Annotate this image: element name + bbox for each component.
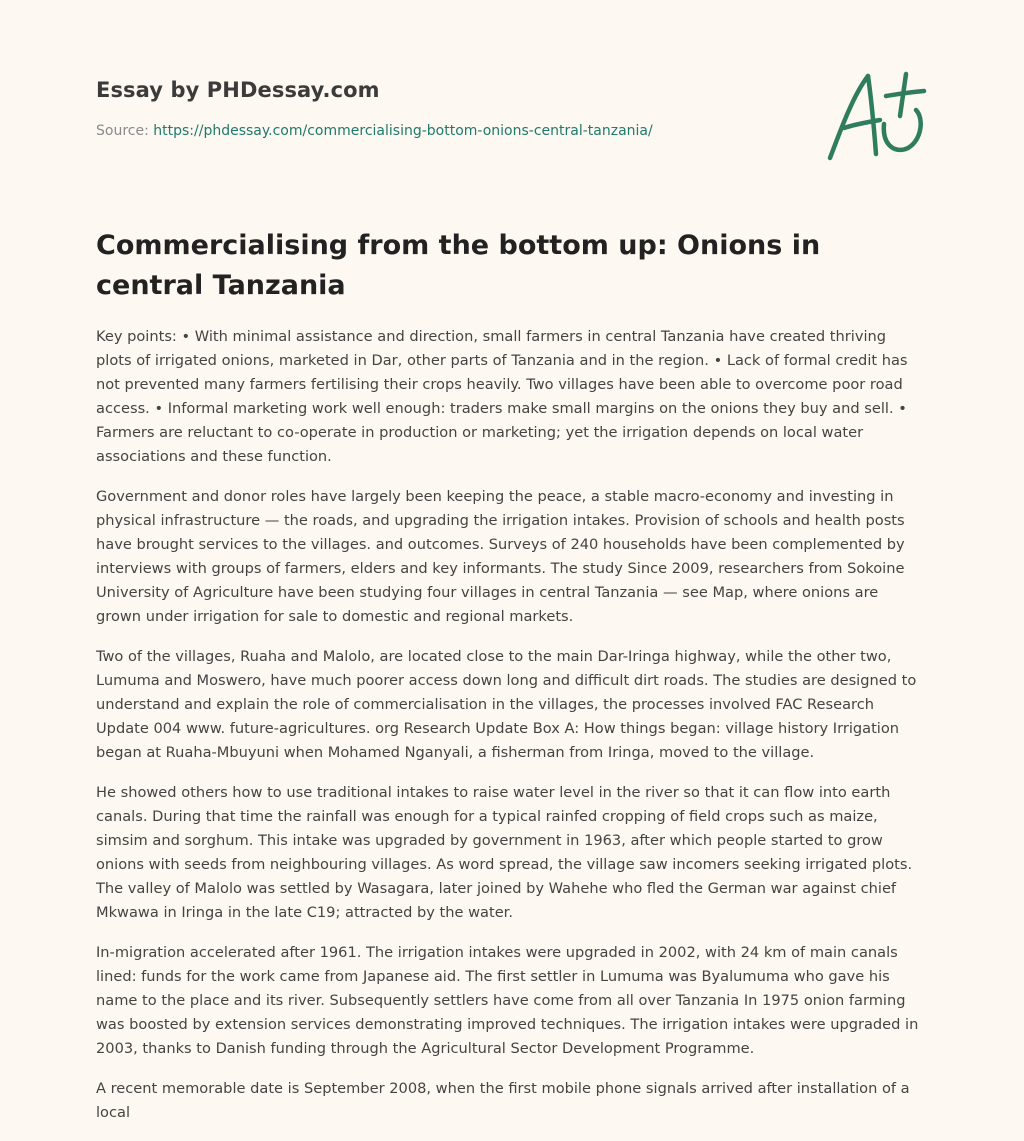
article-paragraph: A recent memorable date is September 2008, when the first mobile phone signals arrived after installation of a local [96, 1080, 910, 1121]
article-paragraph: In-migration accelerated after 1961. The irrigation intakes were upgraded in 2002, with 24 km of main canals lined: funds for the work came from Japanese aid. The first settler in Lumuma was Byalumuma who gave his name to the place and its river. Subsequently settlers have come from all over Tanzania In 1975 onion farming was boosted by extension services demonstrating improved techniques. The irrigation intakes were upgraded in 2003, thanks to Danish funding through the Agricultural Sector Development Programme. [96, 944, 919, 1057]
article-paragraph: Two of the villages, Ruaha and Malolo, are located close to the main Dar-Iringa highway, while the other two, Lumuma and Moswero, have much poorer access down long and difficult dirt roads. The studies are designed to understand and explain the role of commercialisation in the villages, the processes involved FAC Research Update 004 www. future-agricultures. org Research Update Box A: How things began: village history Irrigation began at Ruaha-Mbuyuni when Mohamed Nganyali, a fisherman from Iringa, moved to the village. [96, 648, 917, 761]
a-plus-logo-icon [824, 66, 928, 166]
source-link[interactable]: https://phdessay.com/commercialising-bottom-onions-central-tanzania/ [153, 123, 653, 139]
article-paragraph: He showed others how to use traditional intakes to raise water level in the river so that it can flow into earth canals. During that time the rainfall was enough for a typical rainfed cropping of field crops such as maize, simsim and sorghum. This intake was upgraded by government in 1963, after which people started to grow onions with seeds from neighbouring villages. As word spread, the village saw incomers seeking irrigated plots. The valley of Malolo was settled by Wasagara, later joined by Wahehe who fled the German war against chief Mkwawa in Iringa in the late C19; attracted by the water. [96, 784, 913, 921]
article-body [96, 325, 926, 1141]
article-paragraph: Government and donor roles have largely been keeping the peace, a stable macro-economy and investing in physical infrastructure — the roads, and upgrading the irrigation intakes. Provision of schools and health posts have brought services to the villages. and outcomes. Surveys of 240 households have been complemented by interviews with groups of farmers, elders and key informants. The study Since 2009, researchers from Sokoine University of Agriculture have been studying four villages in central Tanzania — see Map, where onions are grown under irrigation for sale to domestic and regional markets. [96, 488, 905, 625]
source-line [96, 123, 653, 139]
source-label: Source: [96, 123, 154, 139]
page-header [96, 0, 926, 190]
essay-page [96, 0, 926, 1121]
site-brand: Essay by PHDessay.com [96, 78, 380, 102]
article-paragraph: Key points: • With minimal assistance and direction, small farmers in central Tanzania have created thriving plots of irrigated onions, marketed in Dar, other parts of Tanzania and in the region. • Lack of formal credit has not prevented many farmers fertilising their crops heavily. Two villages have been able to overcome poor road access. • Informal marketing work well enough: traders make small margins on the onions they buy and sell. • Farmers are reluctant to co-operate in production or marketing; yet the irrigation depends on local water associations and these function. [96, 328, 908, 465]
article-title: Commercialising from the bottom up: Onions in central Tanzania [96, 230, 821, 301]
